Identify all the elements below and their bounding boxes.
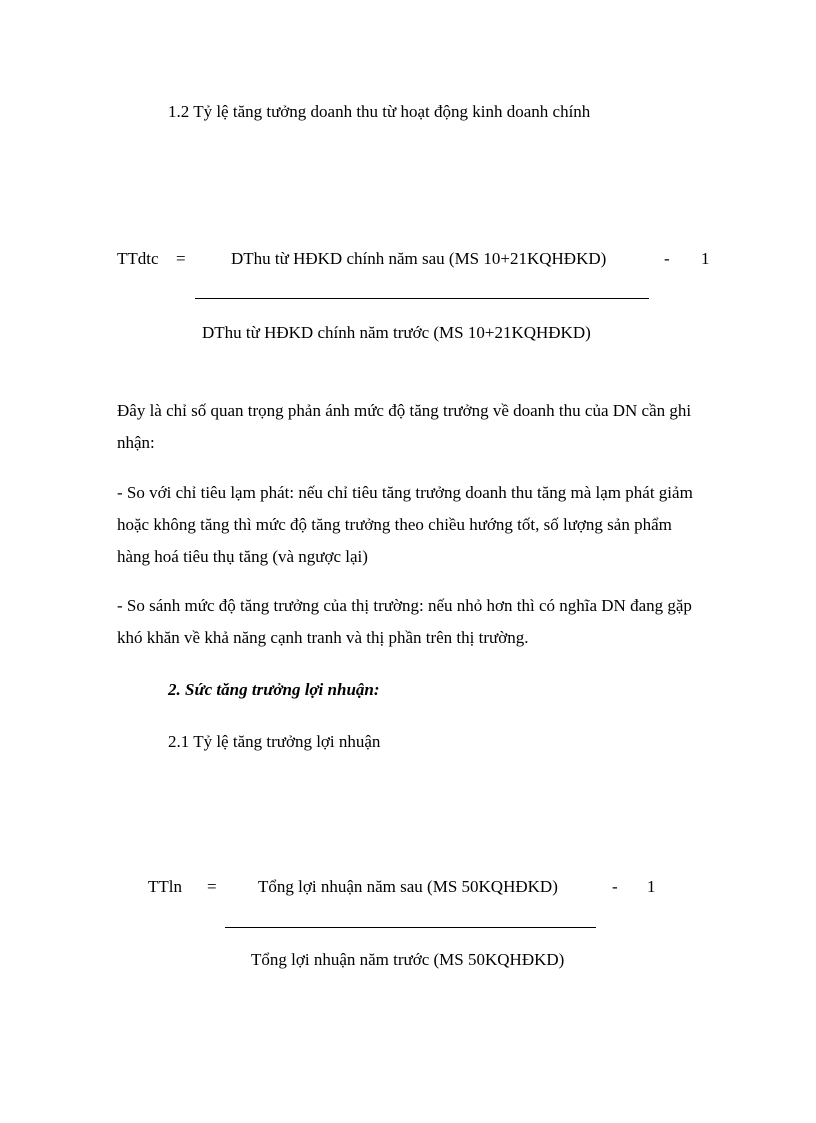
formula-1-fraction-line xyxy=(195,298,649,299)
formula-2-numerator: Tổng lợi nhuận năm sau (MS 50KQHĐKD) xyxy=(258,877,558,896)
formula-2-one: 1 xyxy=(647,877,656,896)
section-2-heading: 2. Sức tăng trưởng lợi nhuận: xyxy=(168,680,380,699)
formula-1-numerator: DThu từ HĐKD chính năm sau (MS 10+21KQHĐKD) xyxy=(231,249,607,268)
section-1-2-heading: 1.2 Tỷ lệ tăng tưởng doanh thu từ hoạt động kinh doanh chính xyxy=(168,102,591,121)
formula-1-lhs: TTdtc xyxy=(117,249,159,268)
bullet-market: - So sánh mức độ tăng trưởng của thị trường: nếu nhỏ hơn thì có nghĩa DN đang gặp khó khăn về khả năng cạnh tranh và thị phần trên thị trường. xyxy=(117,596,692,647)
bullet-inflation: - So với chỉ tiêu lạm phát: nếu chỉ tiêu tăng trưởng doanh thu tăng mà lạm phát giảm hoặc không tăng thì mức độ tăng trưởng theo chiều hướng tốt, số lượng sản phẩm hàng hoá tiêu thụ tăng (và ngược lại) xyxy=(117,483,693,566)
formula-2-fraction-line xyxy=(225,927,596,928)
formula-1-minus: - xyxy=(664,249,670,268)
formula-2-denominator: Tổng lợi nhuận năm trước (MS 50KQHĐKD) xyxy=(251,950,565,969)
formula-1-denominator: DThu từ HĐKD chính năm trước (MS 10+21KQHĐKD) xyxy=(202,323,591,342)
formula-2-minus: - xyxy=(612,877,618,896)
formula-1-one: 1 xyxy=(701,249,710,268)
formula-2-lhs: TTln xyxy=(148,877,182,896)
intro-paragraph: Đây là chỉ số quan trọng phản ánh mức độ tăng trưởng về doanh thu của DN cần ghi nhận: xyxy=(117,401,692,452)
section-2-1-heading: 2.1 Tỷ lệ tăng trưởng lợi nhuận xyxy=(168,732,381,751)
formula-2-equals: = xyxy=(207,877,217,896)
formula-1-equals: = xyxy=(176,249,186,268)
